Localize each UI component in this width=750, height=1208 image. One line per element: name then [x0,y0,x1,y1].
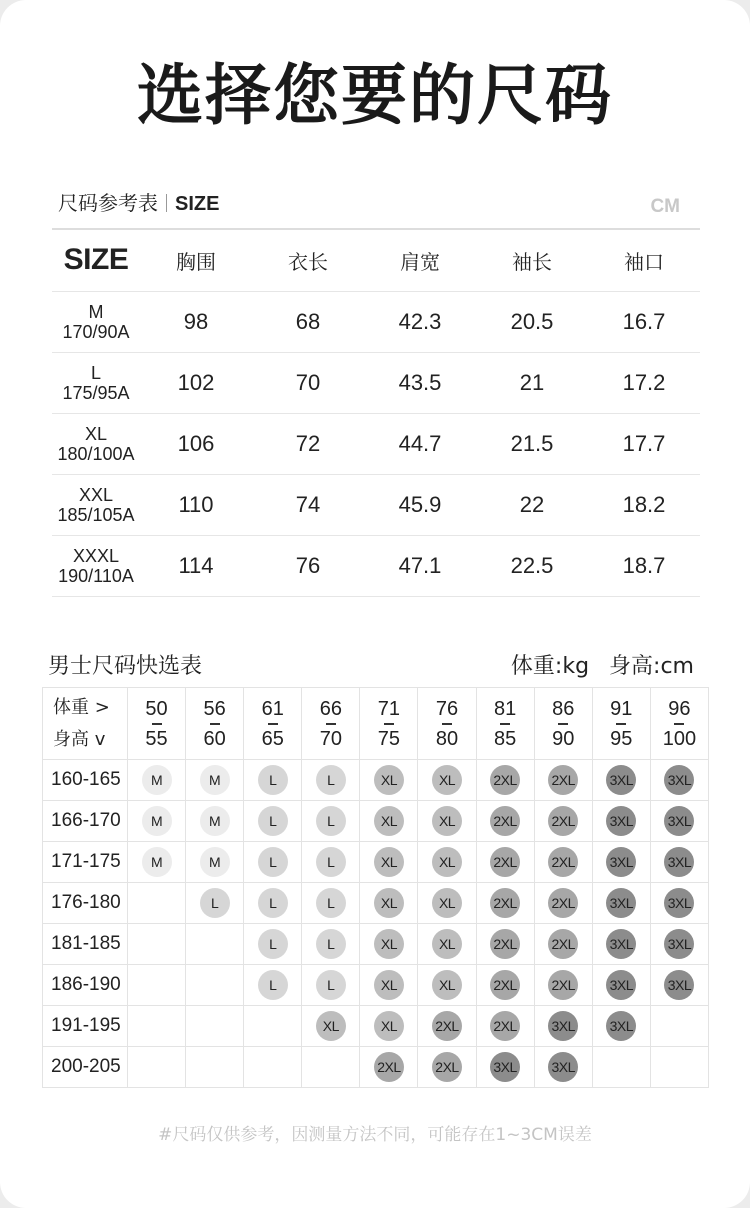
size-badge: L [258,806,288,836]
size-cell [534,924,592,965]
size-badge: XL [374,1011,404,1041]
size-badge: 2XL [548,806,578,836]
size-cell [418,1006,476,1047]
size-badge: 2XL [548,847,578,877]
measurement-cell: 72 [252,413,364,474]
size-cell [418,965,476,1006]
weight-unit: 体重:kg [510,654,590,679]
size-cell [128,842,186,883]
measurement-cell: 22 [476,474,588,535]
height-unit: 身高:cm [609,654,694,679]
size-cell [476,883,534,924]
size-badge: 2XL [490,1011,520,1041]
size-cell [128,965,186,1006]
size-cell [360,1047,418,1088]
height-range-cell: 166-170 [43,801,128,842]
measurement-cell: 42.3 [364,291,476,352]
column-header: SIZE [52,229,140,291]
size-cell [360,883,418,924]
size-name: XXL [78,484,114,505]
measurement-cell: 68 [252,291,364,352]
quick-select-body [43,760,709,1088]
size-badge: 3XL [548,1052,578,1082]
size-badge: L [258,888,288,918]
column-header: 袖长 [476,229,588,291]
size-badge: L [200,888,230,918]
size-cell [650,924,708,965]
column-header: 衣长 [252,229,364,291]
size-cell [302,965,360,1006]
height-range-cell: 181-185 [43,924,128,965]
size-cell [418,924,476,965]
measurement-cell: 110 [140,474,252,535]
size-badge: XL [432,847,462,877]
size-badge: XL [432,765,462,795]
size-badge: 2XL [432,1011,462,1041]
size-cell [244,1047,302,1088]
size-spec: 170/90A [62,321,130,342]
size-name: L [90,362,101,383]
measurement-cell: 76 [252,535,364,596]
size-badge: XL [432,888,462,918]
measurement-cell: 106 [140,413,252,474]
size-cell [534,842,592,883]
size-cell [534,801,592,842]
column-header: 袖口 [588,229,700,291]
size-cell [302,801,360,842]
size-badge: 3XL [490,1052,520,1082]
size-badge: 2XL [548,765,578,795]
measurement-cell: 17.7 [588,413,700,474]
weight-from: 76 [435,697,459,720]
size-cell [534,760,592,801]
size-chart-heading [58,188,219,219]
size-cell [592,883,650,924]
size-badge: M [142,765,172,795]
size-spec: 185/105A [57,504,135,525]
measurement-cell: 45.9 [364,474,476,535]
size-cell [476,760,534,801]
size-badge: XL [374,888,404,918]
size-badge: XL [374,970,404,1000]
size-cell [418,842,476,883]
weight-to: 85 [493,727,517,750]
size-cell [418,801,476,842]
size-cell [476,965,534,1006]
measurement-cell: 21 [476,352,588,413]
weight-from: 71 [377,697,401,720]
size-cell [592,801,650,842]
table-row [52,291,700,352]
table-row [52,535,700,596]
size-cell [186,842,244,883]
size-badge: L [316,765,346,795]
size-cell [476,801,534,842]
weight-range-header [476,688,534,760]
size-cell [360,760,418,801]
size-label-cell [52,535,140,596]
size-badge: 3XL [664,929,694,959]
size-chart-table [52,228,700,597]
weight-from: 81 [493,697,517,720]
size-cell [476,1047,534,1088]
measurement-cell: 18.2 [588,474,700,535]
measurement-cell: 44.7 [364,413,476,474]
size-cell [650,842,708,883]
footnote: #尺码仅供参考，因测量方法不同，可能存在1~3CM误差 [158,1125,592,1145]
size-badge: L [316,847,346,877]
size-cell [650,1047,708,1088]
size-cell [650,883,708,924]
measurement-cell: 70 [252,352,364,413]
size-cell [244,965,302,1006]
size-cell [650,760,708,801]
size-badge: M [142,806,172,836]
size-cell [302,1047,360,1088]
page-title: 选择您要的尺码 [137,57,613,134]
corner-cell [43,688,128,760]
table-row [43,924,709,965]
size-cell [186,801,244,842]
size-badge: XL [432,806,462,836]
quick-select-header-row [43,688,709,760]
size-badge: XL [374,765,404,795]
table-row [43,1047,709,1088]
size-badge: 3XL [606,1011,636,1041]
measurement-cell: 43.5 [364,352,476,413]
weight-to: 75 [377,727,401,750]
size-label-cell [52,291,140,352]
size-cell [418,1047,476,1088]
measurement-cell: 114 [140,535,252,596]
size-chart-body [52,291,700,596]
table-row [43,842,709,883]
size-badge: 2XL [374,1052,404,1082]
height-range-cell: 171-175 [43,842,128,883]
size-name: XL [84,423,108,444]
height-range-cell: 186-190 [43,965,128,1006]
size-badge: 2XL [490,806,520,836]
range-dash [268,723,278,725]
corner-weight-label: 体重 > [53,696,110,718]
weight-to: 70 [319,727,342,750]
size-badge: 2XL [490,929,520,959]
size-badge: 3XL [664,970,694,1000]
size-cell [476,1006,534,1047]
size-badge: 2XL [432,1052,462,1082]
size-cell [534,1047,592,1088]
size-spec: 175/95A [62,382,130,403]
measurement-cell: 18.7 [588,535,700,596]
table-row [52,352,700,413]
size-cell [592,1047,650,1088]
weight-to: 95 [610,727,633,750]
weight-range-header [186,688,244,760]
size-badge: 3XL [606,806,636,836]
size-badge: M [200,806,230,836]
size-cell [244,801,302,842]
weight-from: 56 [203,697,226,720]
size-cell [128,883,186,924]
size-name: M [88,301,104,322]
size-cell [302,760,360,801]
table-row [43,801,709,842]
size-badge: M [200,765,230,795]
size-badge: 2XL [490,888,520,918]
measurement-cell: 21.5 [476,413,588,474]
table-row [43,1006,709,1047]
size-cell [592,1006,650,1047]
size-badge: XL [374,929,404,959]
size-chart-header-row [52,229,700,291]
height-range-cell: 191-195 [43,1006,128,1047]
weight-range-header [534,688,592,760]
size-cell [360,1006,418,1047]
weight-to: 55 [145,727,168,750]
size-badge: 2XL [490,765,520,795]
weight-from: 86 [552,697,575,720]
size-cell [534,883,592,924]
size-cell [592,924,650,965]
weight-from: 66 [319,697,342,720]
size-badge: L [258,929,288,959]
size-cell [302,842,360,883]
corner-height-label: 身高 v [53,728,106,750]
size-badge: 3XL [664,765,694,795]
size-cell [360,842,418,883]
size-badge: 3XL [606,765,636,795]
measurement-cell: 20.5 [476,291,588,352]
size-label-cell [52,474,140,535]
size-cell [186,883,244,924]
size-badge: 3XL [606,847,636,877]
weight-from: 96 [668,697,691,720]
range-dash [674,723,684,725]
range-dash [500,723,510,725]
height-range-cell: 160-165 [43,760,128,801]
size-cell [592,842,650,883]
weight-range-header [650,688,708,760]
measurement-cell: 47.1 [364,535,476,596]
size-badge: XL [374,847,404,877]
size-badge: 2XL [490,970,520,1000]
weight-to: 60 [203,727,226,750]
size-badge: 2XL [548,970,578,1000]
size-badge: M [200,847,230,877]
size-cell [186,760,244,801]
size-cell [128,1047,186,1088]
size-cell [244,924,302,965]
size-badge: L [316,888,346,918]
size-cell [244,1006,302,1047]
weight-range-header [302,688,360,760]
size-label-cell [52,413,140,474]
size-chart-heading-en: SIZE [175,193,220,215]
size-badge: L [258,765,288,795]
table-row [43,965,709,1006]
weight-to: 80 [435,727,459,750]
size-chart-unit: CM [650,196,680,217]
table-row [43,883,709,924]
height-range-cell: 176-180 [43,883,128,924]
size-badge: XL [316,1011,346,1041]
size-badge: 3XL [606,929,636,959]
size-cell [186,1006,244,1047]
height-range-cell: 200-205 [43,1047,128,1088]
size-spec: 190/110A [58,565,134,586]
weight-to: 65 [261,727,284,750]
quick-select-units [491,652,694,682]
size-badge: 3XL [606,970,636,1000]
size-cell [534,965,592,1006]
table-row [52,413,700,474]
size-cell [650,965,708,1006]
size-badge: 2XL [490,847,520,877]
range-dash [616,723,626,725]
size-cell [128,801,186,842]
size-badge: 2XL [548,888,578,918]
size-cell [186,965,244,1006]
column-header: 胸围 [140,229,252,291]
table-row [52,474,700,535]
measurement-cell: 98 [140,291,252,352]
range-dash [326,723,336,725]
size-cell [302,924,360,965]
size-badge: L [258,970,288,1000]
size-badge: 3XL [664,847,694,877]
size-cell [476,924,534,965]
size-cell [476,842,534,883]
size-name: XXXL [72,545,120,566]
weight-from: 50 [145,697,168,720]
size-chart-heading-cn: 尺码参考表 [58,191,158,215]
size-cell [302,1006,360,1047]
size-cell [360,965,418,1006]
weight-range-header [360,688,418,760]
size-cell [592,965,650,1006]
size-cell [360,801,418,842]
size-badge: 2XL [548,929,578,959]
size-badge: 3XL [664,806,694,836]
size-badge: XL [432,929,462,959]
size-badge: L [258,847,288,877]
quick-select-title: 男士尺码快选表 [48,654,203,679]
size-cell [128,760,186,801]
weight-to: 90 [552,727,575,750]
quick-select-table [42,687,709,1088]
size-cell [186,924,244,965]
size-badge: M [142,847,172,877]
size-cell [650,801,708,842]
measurement-cell: 16.7 [588,291,700,352]
size-cell [650,1006,708,1047]
weight-range-header [418,688,476,760]
weight-range-header [244,688,302,760]
size-badge: L [316,929,346,959]
range-dash [384,723,394,725]
size-badge: XL [432,970,462,1000]
size-cell [418,883,476,924]
measurement-cell: 102 [140,352,252,413]
size-cell [534,1006,592,1047]
heading-divider [166,194,167,212]
size-cell [244,842,302,883]
size-cell [360,924,418,965]
size-label-cell [52,352,140,413]
range-dash [210,723,220,725]
size-cell [244,760,302,801]
range-dash [558,723,568,725]
size-badge: XL [374,806,404,836]
size-spec: 180/100A [57,443,135,464]
range-dash [152,723,162,725]
weight-from: 91 [610,697,633,720]
size-cell [128,924,186,965]
weight-to: 100 [662,727,697,750]
size-badge: 3XL [664,888,694,918]
size-cell [302,883,360,924]
measurement-cell: 22.5 [476,535,588,596]
measurement-cell: 74 [252,474,364,535]
size-cell [244,883,302,924]
size-cell [128,1006,186,1047]
size-badge: 3XL [548,1011,578,1041]
weight-from: 61 [261,697,284,720]
size-badge: L [316,970,346,1000]
column-header: 肩宽 [364,229,476,291]
size-cell [418,760,476,801]
table-row [43,760,709,801]
size-cell [186,1047,244,1088]
range-dash [442,723,452,725]
size-cell [592,760,650,801]
size-badge: 3XL [606,888,636,918]
measurement-cell: 17.2 [588,352,700,413]
weight-range-header [128,688,186,760]
weight-range-header [592,688,650,760]
size-badge: L [316,806,346,836]
